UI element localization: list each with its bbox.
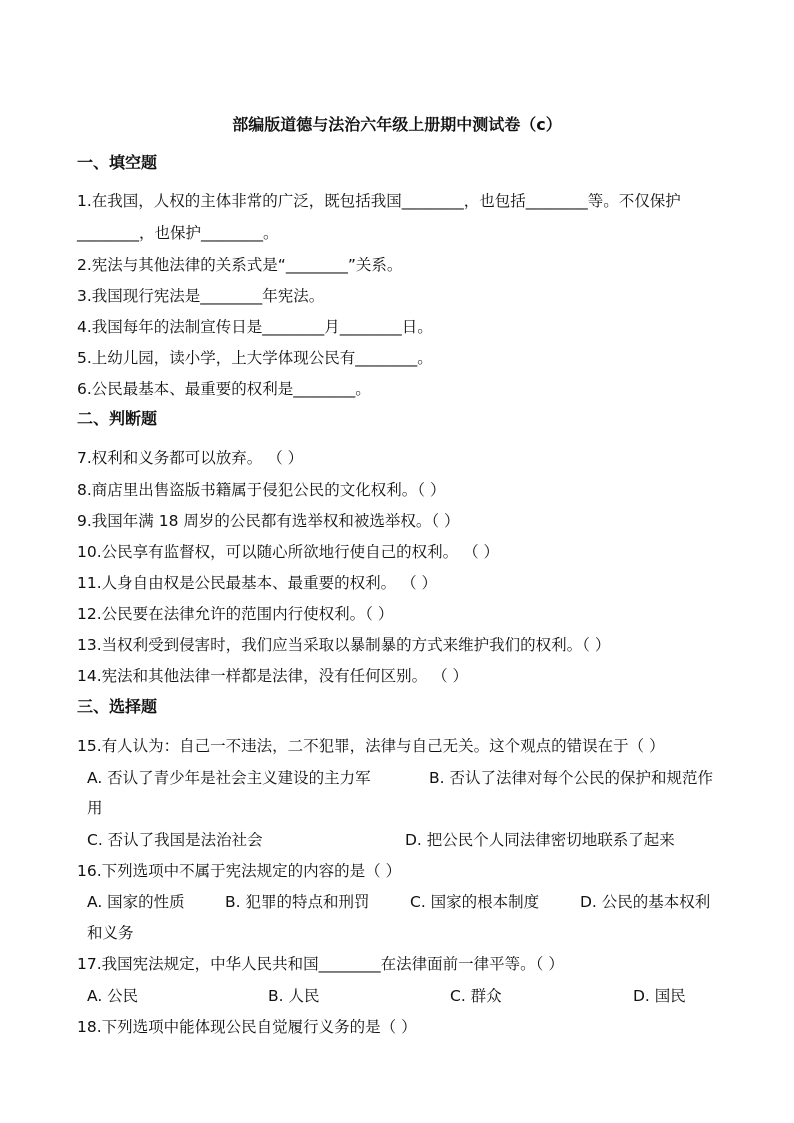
option-17-d: D. 国民 (633, 987, 686, 1005)
page-title: 部编版道德与法治六年级上册期中测试卷（c） (232, 115, 562, 134)
option-16-d-continued: 和义务 (87, 924, 134, 942)
question-5: 5.上幼儿园，读小学，上大学体现公民有________。 (77, 349, 433, 367)
question-12: 12.公民要在法律允许的范围内行使权利。（ ） (77, 605, 394, 623)
question-7: 7.权利和义务都可以放弃。 （ ） (77, 449, 304, 467)
question-16: 16.下列选项中不属于宪法规定的内容的是（ ） (77, 862, 402, 880)
section-fill-in: 一、填空题 (77, 153, 158, 172)
question-2: 2.宪法与其他法律的关系式是“________”关系。 (77, 256, 403, 274)
question-11: 11.人身自由权是公民最基本、最重要的权利。 （ ） (77, 574, 438, 592)
option-15-c: C. 否认了我国是法治社会 (87, 831, 263, 849)
question-10: 10.公民享有监督权，可以随心所欲地行使自己的权利。 （ ） (77, 543, 500, 561)
option-16-b: B. 犯罪的特点和刑罚 (225, 893, 370, 911)
question-4: 4.我国每年的法制宣传日是________月________日。 (77, 318, 433, 336)
question-6: 6.公民最基本、最重要的权利是________。 (77, 380, 371, 398)
option-17-a: A. 公民 (87, 987, 139, 1005)
question-8: 8.商店里出售盗版书籍属于侵犯公民的文化权利。（ ） (77, 481, 446, 499)
question-15: 15.有人认为：自己一不违法，二不犯罪，法律与自己无关。这个观点的错误在于（ ） (77, 737, 665, 755)
question-17: 17.我国宪法规定，中华人民共和国________在法律面前一律平等。（ ） (77, 955, 564, 973)
option-17-c: C. 群众 (450, 987, 502, 1005)
option-15-a: A. 否认了青少年是社会主义建设的主力军 (87, 769, 371, 787)
section-true-false: 二、判断题 (77, 409, 158, 428)
option-16-c: C. 国家的根本制度 (410, 893, 540, 911)
question-13: 13.当权利受到侵害时，我们应当采取以暴制暴的方式来维护我们的权利。（ ） (77, 636, 611, 654)
question-3: 3.我国现行宪法是________年宪法。 (77, 287, 325, 305)
question-14: 14.宪法和其他法律一样都是法律，没有任何区别。 （ ） (77, 667, 469, 685)
option-15-b: B. 否认了法律对每个公民的保护和规范作 (429, 769, 713, 787)
option-15-b-continued: 用 (87, 799, 103, 817)
option-16-d: D. 公民的基本权利 (580, 893, 711, 911)
option-17-b: B. 人民 (268, 987, 320, 1005)
question-1-line-2: ________，也保护________。 (77, 224, 279, 242)
question-18: 18.下列选项中能体现公民自觉履行义务的是（ ） (77, 1018, 417, 1036)
option-15-d: D. 把公民个人同法律密切地联系了起来 (405, 831, 675, 849)
question-9: 9.我国年满 18 周岁的公民都有选举权和被选举权。（ ） (77, 512, 460, 530)
option-16-a: A. 国家的性质 (87, 893, 185, 911)
section-multiple-choice: 三、选择题 (77, 697, 158, 716)
question-1-line-1: 1.在我国，人权的主体非常的广泛，既包括我国________，也包括________等。不仅保护 (77, 192, 681, 210)
